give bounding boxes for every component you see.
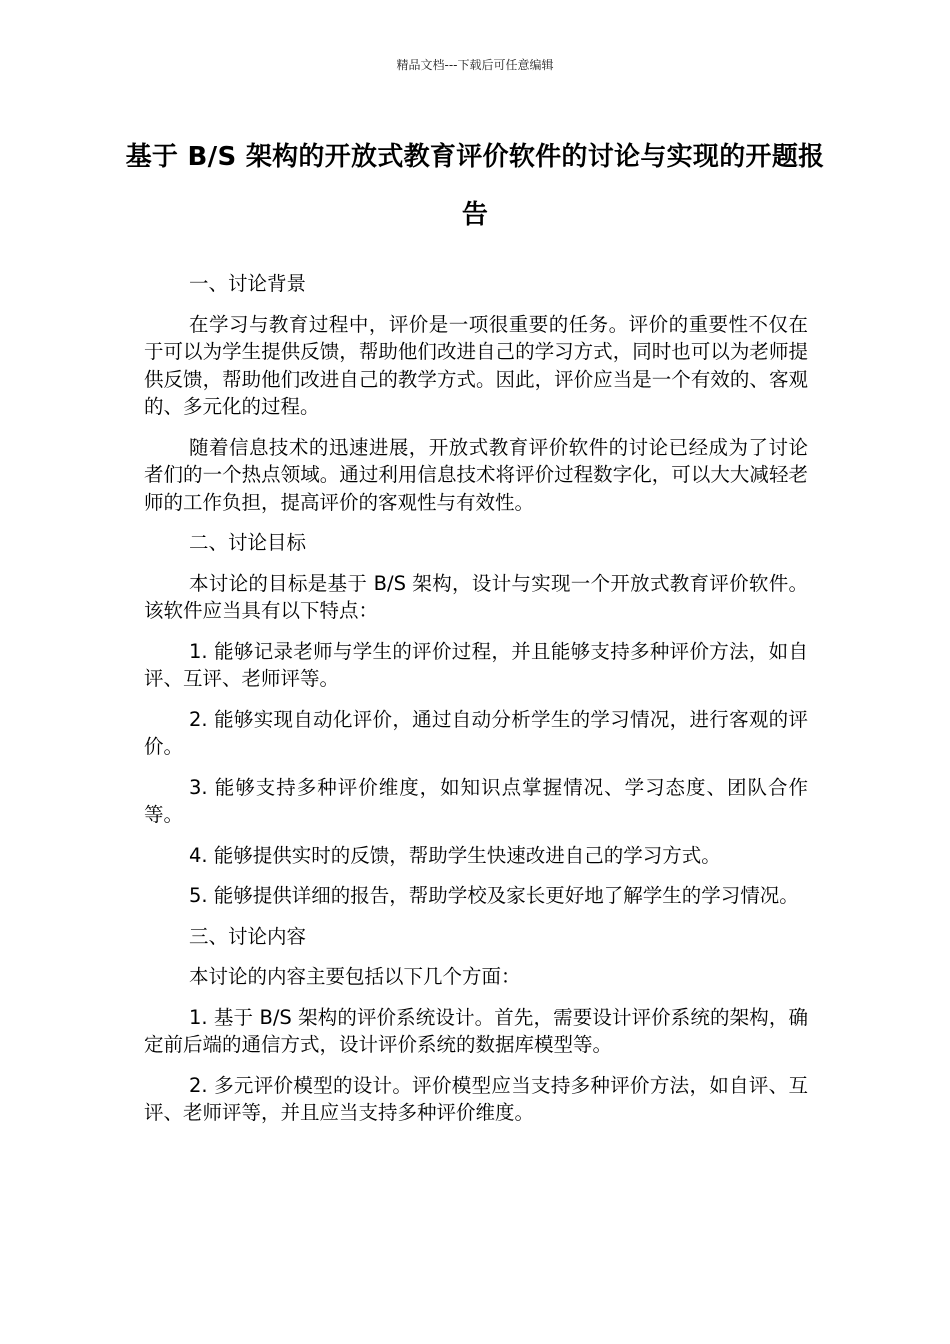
list-item: 1. 基于 B/S 架构的评价系统设计。首先，需要设计评价系统的架构，确定前后端的通信方式，设计评价系统的数据库模型等。 [144,1005,808,1056]
section-heading-content: 三、讨论内容 [189,924,307,948]
header-note: 精品文档---下载后可任意编辑 [396,58,554,72]
list-item: 1. 能够记录老师与学生的评价过程，并且能够支持多种评价方法，如自评、互评、老师评等。 [144,639,808,690]
paragraph: 本讨论的内容主要包括以下几个方面： [189,965,521,988]
list-item: 5. 能够提供详细的报告，帮助学校及家长更好地了解学生的学习情况。 [189,884,799,907]
list-item: 4. 能够提供实时的反馈，帮助学生快速改进自己的学习方式。 [189,843,721,867]
paragraph: 本讨论的目标是基于 B/S 架构，设计与实现一个开放式教育评价软件。该软件应当具有以下特点： [144,571,808,622]
document-title: 基于 B/S 架构的开放式教育评价软件的讨论与实现的开题报告 [125,142,825,230]
document-body [144,270,808,1140]
list-item: 2. 能够实现自动化评价，通过自动分析学生的学习情况，进行客观的评价。 [144,707,808,758]
list-item: 3. 能够支持多种评价维度，如知识点掌握情况、学习态度、团队合作等。 [144,775,808,826]
list-item: 2. 多元评价模型的设计。评价模型应当支持多种评价方法，如自评、互评、老师评等，并且应当支持多种评价维度。 [144,1073,808,1124]
paragraph: 在学习与教育过程中，评价是一项很重要的任务。评价的重要性不仅在于可以为学生提供反馈，帮助他们改进自己的学习方式，同时也可以为老师提供反馈，帮助他们改进自己的教学方式。因此，评价应当是一个有效的、客观的、多元化的过程。 [144,312,808,418]
section-heading-background: 一、讨论背景 [189,272,307,295]
section-heading-goals: 二、讨论目标 [189,531,307,554]
paragraph: 随着信息技术的迅速进展，开放式教育评价软件的讨论已经成为了讨论者们的一个热点领域。通过利用信息技术将评价过程数字化，可以大大减轻老师的工作负担，提高评价的客观性与有效性。 [144,435,808,514]
